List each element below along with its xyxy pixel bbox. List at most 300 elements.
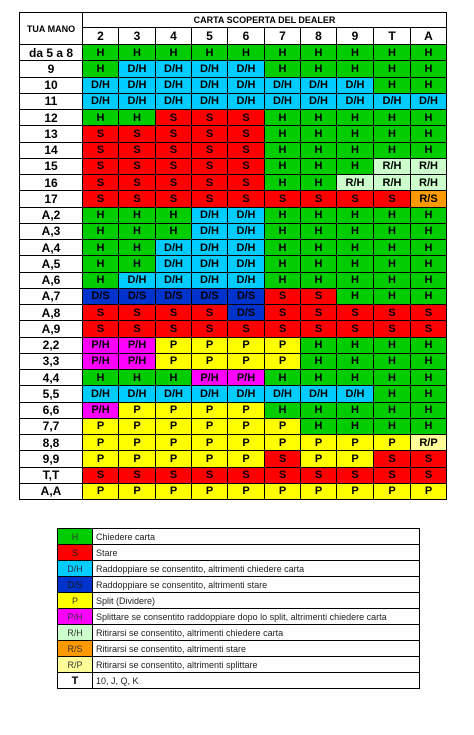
- action-cell: P/H: [119, 337, 156, 353]
- hand-label: 8,8: [20, 435, 83, 451]
- action-cell: P: [374, 435, 411, 451]
- action-cell: S: [337, 305, 374, 321]
- hand-label: A,2: [20, 207, 83, 223]
- action-cell: H: [374, 240, 411, 256]
- action-cell: D/S: [228, 288, 265, 304]
- hand-label: da 5 a 8: [20, 45, 83, 61]
- dealer-card-header: T: [374, 28, 411, 45]
- hand-row: [20, 142, 447, 158]
- action-cell: P: [192, 402, 228, 418]
- action-cell: H: [83, 223, 119, 239]
- action-cell: H: [411, 223, 447, 239]
- action-cell: H: [374, 288, 411, 304]
- action-cell: H: [119, 207, 156, 223]
- hand-label: 6,6: [20, 402, 83, 418]
- hand-row: [20, 240, 447, 256]
- action-cell: H: [265, 126, 301, 142]
- action-cell: D/H: [156, 256, 192, 272]
- hand-label: 14: [20, 142, 83, 158]
- dealer-card-header: 6: [228, 28, 265, 45]
- action-cell: D/H: [228, 386, 265, 402]
- legend-swatch: P: [58, 593, 93, 609]
- hand-row: [20, 418, 447, 434]
- action-cell: S: [192, 110, 228, 126]
- action-cell: D/H: [337, 93, 374, 109]
- action-cell: H: [411, 288, 447, 304]
- legend-row: [58, 657, 420, 673]
- action-cell: D/H: [228, 61, 265, 77]
- hand-label: 4,4: [20, 370, 83, 386]
- action-cell: S: [156, 110, 192, 126]
- action-cell: D/S: [119, 288, 156, 304]
- action-cell: D/H: [228, 77, 265, 93]
- legend-description: Ritirarsi se consentito, altrimenti splittare: [93, 657, 420, 673]
- action-cell: H: [192, 45, 228, 61]
- action-cell: D/H: [192, 207, 228, 223]
- action-cell: P: [301, 451, 337, 467]
- action-cell: D/H: [228, 223, 265, 239]
- action-cell: H: [265, 223, 301, 239]
- action-cell: D/H: [192, 256, 228, 272]
- action-cell: H: [119, 110, 156, 126]
- legend-swatch: S: [58, 545, 93, 561]
- hand-row: [20, 305, 447, 321]
- action-cell: H: [374, 402, 411, 418]
- action-cell: H: [374, 126, 411, 142]
- action-cell: P: [228, 418, 265, 434]
- hand-label: 12: [20, 110, 83, 126]
- legend-row: [58, 593, 420, 609]
- action-cell: H: [337, 110, 374, 126]
- action-cell: P: [228, 353, 265, 369]
- hand-label: 5,5: [20, 386, 83, 402]
- action-cell: H: [411, 418, 447, 434]
- hand-row: [20, 467, 447, 483]
- hand-row: [20, 110, 447, 126]
- action-cell: R/P: [411, 435, 447, 451]
- action-cell: S: [374, 467, 411, 483]
- action-cell: P: [265, 337, 301, 353]
- action-cell: H: [374, 272, 411, 288]
- action-cell: H: [301, 240, 337, 256]
- action-cell: P: [337, 483, 374, 499]
- action-cell: H: [337, 272, 374, 288]
- legend-table: [57, 528, 420, 689]
- action-cell: H: [301, 256, 337, 272]
- action-cell: D/H: [119, 77, 156, 93]
- action-cell: H: [337, 223, 374, 239]
- action-cell: D/H: [228, 256, 265, 272]
- legend-swatch: P/H: [58, 609, 93, 625]
- action-cell: S: [374, 305, 411, 321]
- action-cell: H: [337, 61, 374, 77]
- hand-row: [20, 451, 447, 467]
- action-cell: S: [83, 467, 119, 483]
- action-cell: S: [265, 305, 301, 321]
- action-cell: S: [119, 305, 156, 321]
- legend-swatch: T: [58, 673, 93, 689]
- legend-swatch: D/S: [58, 577, 93, 593]
- action-cell: H: [265, 402, 301, 418]
- action-cell: D/H: [301, 93, 337, 109]
- action-cell: S: [228, 175, 265, 191]
- action-cell: D/H: [83, 93, 119, 109]
- action-cell: P: [119, 435, 156, 451]
- action-cell: D/H: [411, 93, 447, 109]
- action-cell: H: [337, 207, 374, 223]
- hand-row: [20, 93, 447, 109]
- action-cell: S: [228, 467, 265, 483]
- action-cell: S: [192, 321, 228, 337]
- action-cell: H: [374, 207, 411, 223]
- hand-label: 9,9: [20, 451, 83, 467]
- action-cell: H: [83, 272, 119, 288]
- action-cell: H: [301, 126, 337, 142]
- action-cell: S: [374, 321, 411, 337]
- hand-label: 17: [20, 191, 83, 207]
- action-cell: S: [192, 175, 228, 191]
- action-cell: D/H: [374, 93, 411, 109]
- action-cell: P: [228, 451, 265, 467]
- action-cell: H: [337, 240, 374, 256]
- action-cell: S: [83, 321, 119, 337]
- action-cell: H: [265, 272, 301, 288]
- action-cell: H: [411, 240, 447, 256]
- action-cell: S: [265, 467, 301, 483]
- action-cell: P/H: [83, 337, 119, 353]
- legend-swatch: D/H: [58, 561, 93, 577]
- action-cell: H: [411, 402, 447, 418]
- action-cell: P: [83, 435, 119, 451]
- action-cell: H: [156, 223, 192, 239]
- legend-row: [58, 641, 420, 657]
- action-cell: D/H: [119, 386, 156, 402]
- action-cell: P: [265, 353, 301, 369]
- action-cell: H: [265, 207, 301, 223]
- corner-label: TUA MANO: [20, 13, 83, 45]
- action-cell: S: [83, 175, 119, 191]
- action-cell: P/H: [83, 353, 119, 369]
- action-cell: S: [228, 142, 265, 158]
- hand-row: [20, 223, 447, 239]
- action-cell: H: [337, 45, 374, 61]
- hand-label: 15: [20, 158, 83, 174]
- hand-row: [20, 61, 447, 77]
- action-cell: H: [337, 402, 374, 418]
- action-cell: S: [228, 191, 265, 207]
- action-cell: S: [337, 321, 374, 337]
- hand-label: A,6: [20, 272, 83, 288]
- action-cell: S: [192, 158, 228, 174]
- action-cell: S: [156, 305, 192, 321]
- action-cell: D/H: [119, 61, 156, 77]
- legend-description: 10, J, Q, K: [93, 673, 420, 689]
- action-cell: H: [411, 353, 447, 369]
- action-cell: D/H: [265, 386, 301, 402]
- legend-description: Raddoppiare se consentito, altrimenti chiedere carta: [93, 561, 420, 577]
- action-cell: D/S: [228, 305, 265, 321]
- legend-swatch: R/H: [58, 625, 93, 641]
- action-cell: S: [119, 175, 156, 191]
- action-cell: H: [265, 240, 301, 256]
- action-cell: S: [265, 191, 301, 207]
- action-cell: P: [265, 435, 301, 451]
- legend-description: Split (Dividere): [93, 593, 420, 609]
- hand-row: [20, 158, 447, 174]
- action-cell: S: [83, 126, 119, 142]
- action-cell: H: [374, 418, 411, 434]
- hand-label: A,5: [20, 256, 83, 272]
- hand-row: [20, 402, 447, 418]
- action-cell: P: [119, 418, 156, 434]
- action-cell: S: [265, 451, 301, 467]
- action-cell: P: [83, 483, 119, 499]
- action-cell: H: [301, 45, 337, 61]
- action-cell: H: [265, 110, 301, 126]
- action-cell: H: [301, 223, 337, 239]
- legend-swatch: H: [58, 529, 93, 545]
- action-cell: P/H: [119, 353, 156, 369]
- dealer-card-header: 4: [156, 28, 192, 45]
- action-cell: R/H: [411, 175, 447, 191]
- legend-row: [58, 529, 420, 545]
- action-cell: R/H: [374, 175, 411, 191]
- action-cell: H: [228, 45, 265, 61]
- action-cell: D/H: [337, 386, 374, 402]
- legend-swatch: R/P: [58, 657, 93, 673]
- action-cell: S: [156, 158, 192, 174]
- action-cell: D/H: [337, 77, 374, 93]
- hand-label: 11: [20, 93, 83, 109]
- action-cell: H: [265, 175, 301, 191]
- dealer-card-header: 2: [83, 28, 119, 45]
- hand-row: [20, 353, 447, 369]
- action-cell: H: [156, 207, 192, 223]
- action-cell: S: [411, 467, 447, 483]
- action-cell: S: [265, 321, 301, 337]
- action-cell: H: [119, 45, 156, 61]
- action-cell: H: [265, 370, 301, 386]
- action-cell: P: [228, 402, 265, 418]
- action-cell: H: [411, 45, 447, 61]
- action-cell: H: [411, 61, 447, 77]
- legend-description: Splittare se consentito raddoppiare dopo lo split, altrimenti chiedere carta: [93, 609, 420, 625]
- legend-description: Chiedere carta: [93, 529, 420, 545]
- action-cell: D/H: [83, 77, 119, 93]
- dealer-card-header: 7: [265, 28, 301, 45]
- action-cell: S: [228, 158, 265, 174]
- hand-label: A,9: [20, 321, 83, 337]
- action-cell: P: [301, 435, 337, 451]
- hand-label: A,A: [20, 483, 83, 499]
- action-cell: R/H: [411, 158, 447, 174]
- action-cell: H: [119, 256, 156, 272]
- action-cell: H: [337, 418, 374, 434]
- action-cell: S: [228, 110, 265, 126]
- action-cell: P/H: [228, 370, 265, 386]
- action-cell: D/H: [119, 272, 156, 288]
- action-cell: D/H: [119, 93, 156, 109]
- action-cell: P: [119, 402, 156, 418]
- action-cell: S: [119, 126, 156, 142]
- action-cell: P: [192, 337, 228, 353]
- action-cell: P: [156, 418, 192, 434]
- action-cell: S: [156, 467, 192, 483]
- hand-label: 9: [20, 61, 83, 77]
- action-cell: S: [156, 126, 192, 142]
- legend-row: [58, 625, 420, 641]
- action-cell: D/H: [301, 386, 337, 402]
- hand-label: A,7: [20, 288, 83, 304]
- action-cell: R/H: [374, 158, 411, 174]
- action-cell: P: [192, 353, 228, 369]
- action-cell: D/H: [265, 93, 301, 109]
- action-cell: D/H: [156, 240, 192, 256]
- action-cell: S: [156, 321, 192, 337]
- action-cell: D/H: [83, 386, 119, 402]
- hand-row: [20, 207, 447, 223]
- action-cell: H: [265, 158, 301, 174]
- action-cell: S: [192, 305, 228, 321]
- action-cell: R/S: [411, 191, 447, 207]
- dealer-cards-row: [20, 28, 447, 45]
- hand-label: A,3: [20, 223, 83, 239]
- action-cell: H: [265, 256, 301, 272]
- action-cell: P: [83, 418, 119, 434]
- action-cell: S: [301, 288, 337, 304]
- action-cell: P: [265, 418, 301, 434]
- action-cell: S: [374, 191, 411, 207]
- action-cell: H: [301, 175, 337, 191]
- action-cell: P: [192, 451, 228, 467]
- action-cell: H: [337, 353, 374, 369]
- legend-row: [58, 577, 420, 593]
- action-cell: H: [119, 223, 156, 239]
- action-cell: D/H: [156, 61, 192, 77]
- legend-row: [58, 561, 420, 577]
- action-cell: H: [156, 370, 192, 386]
- action-cell: H: [83, 110, 119, 126]
- hand-label: 13: [20, 126, 83, 142]
- action-cell: P: [156, 451, 192, 467]
- hand-label: 16: [20, 175, 83, 191]
- action-cell: S: [119, 321, 156, 337]
- dealer-card-header: 9: [337, 28, 374, 45]
- action-cell: P: [228, 435, 265, 451]
- hand-label: A,4: [20, 240, 83, 256]
- action-cell: S: [192, 191, 228, 207]
- action-cell: H: [301, 370, 337, 386]
- action-cell: H: [337, 337, 374, 353]
- action-cell: S: [192, 467, 228, 483]
- action-cell: H: [411, 256, 447, 272]
- legend-description: Ritirarsi se consentito, altrimenti stare: [93, 641, 420, 657]
- action-cell: H: [411, 207, 447, 223]
- action-cell: S: [83, 142, 119, 158]
- action-cell: H: [374, 45, 411, 61]
- action-cell: D/H: [156, 386, 192, 402]
- action-cell: H: [301, 61, 337, 77]
- action-cell: H: [374, 353, 411, 369]
- action-cell: D/S: [83, 288, 119, 304]
- action-cell: D/H: [228, 207, 265, 223]
- action-cell: H: [374, 61, 411, 77]
- action-cell: P: [192, 435, 228, 451]
- action-cell: P: [411, 483, 447, 499]
- action-cell: D/H: [228, 240, 265, 256]
- legend-row: [58, 609, 420, 625]
- action-cell: S: [119, 191, 156, 207]
- legend-description: Ritirarsi se consentito, altrimenti chiedere carta: [93, 625, 420, 641]
- action-cell: P: [228, 483, 265, 499]
- action-cell: S: [337, 191, 374, 207]
- action-cell: H: [301, 110, 337, 126]
- action-cell: H: [156, 45, 192, 61]
- hand-row: [20, 483, 447, 499]
- action-cell: D/H: [156, 272, 192, 288]
- action-cell: H: [411, 370, 447, 386]
- action-cell: P/H: [83, 402, 119, 418]
- action-cell: P: [301, 483, 337, 499]
- action-cell: D/H: [192, 223, 228, 239]
- action-cell: P: [374, 483, 411, 499]
- action-cell: H: [337, 142, 374, 158]
- action-cell: H: [83, 45, 119, 61]
- action-cell: H: [374, 77, 411, 93]
- action-cell: H: [83, 207, 119, 223]
- legend-swatch: R/S: [58, 641, 93, 657]
- hand-row: [20, 191, 447, 207]
- action-cell: H: [265, 45, 301, 61]
- action-cell: D/H: [265, 77, 301, 93]
- action-cell: H: [411, 77, 447, 93]
- action-cell: D/H: [192, 240, 228, 256]
- action-cell: S: [301, 321, 337, 337]
- action-cell: S: [228, 321, 265, 337]
- action-cell: H: [119, 240, 156, 256]
- hand-row: [20, 370, 447, 386]
- action-cell: H: [83, 240, 119, 256]
- action-cell: H: [301, 158, 337, 174]
- hand-label: 10: [20, 77, 83, 93]
- action-cell: S: [337, 467, 374, 483]
- action-cell: H: [83, 61, 119, 77]
- action-cell: H: [337, 256, 374, 272]
- legend-description: Raddoppiare se consentito, altrimenti stare: [93, 577, 420, 593]
- action-cell: S: [83, 305, 119, 321]
- dealer-label: CARTA SCOPERTA DEL DEALER: [83, 13, 447, 28]
- action-cell: H: [374, 386, 411, 402]
- action-cell: H: [83, 256, 119, 272]
- action-cell: S: [301, 467, 337, 483]
- action-cell: H: [374, 142, 411, 158]
- hand-row: [20, 288, 447, 304]
- dealer-card-header: 3: [119, 28, 156, 45]
- action-cell: H: [374, 223, 411, 239]
- action-cell: H: [411, 386, 447, 402]
- hand-row: [20, 321, 447, 337]
- action-cell: S: [411, 305, 447, 321]
- action-cell: D/H: [156, 93, 192, 109]
- action-cell: H: [119, 370, 156, 386]
- action-cell: H: [301, 402, 337, 418]
- action-cell: H: [301, 142, 337, 158]
- action-cell: R/H: [337, 175, 374, 191]
- action-cell: H: [301, 418, 337, 434]
- action-cell: H: [301, 353, 337, 369]
- hand-label: 2,2: [20, 337, 83, 353]
- action-cell: H: [83, 370, 119, 386]
